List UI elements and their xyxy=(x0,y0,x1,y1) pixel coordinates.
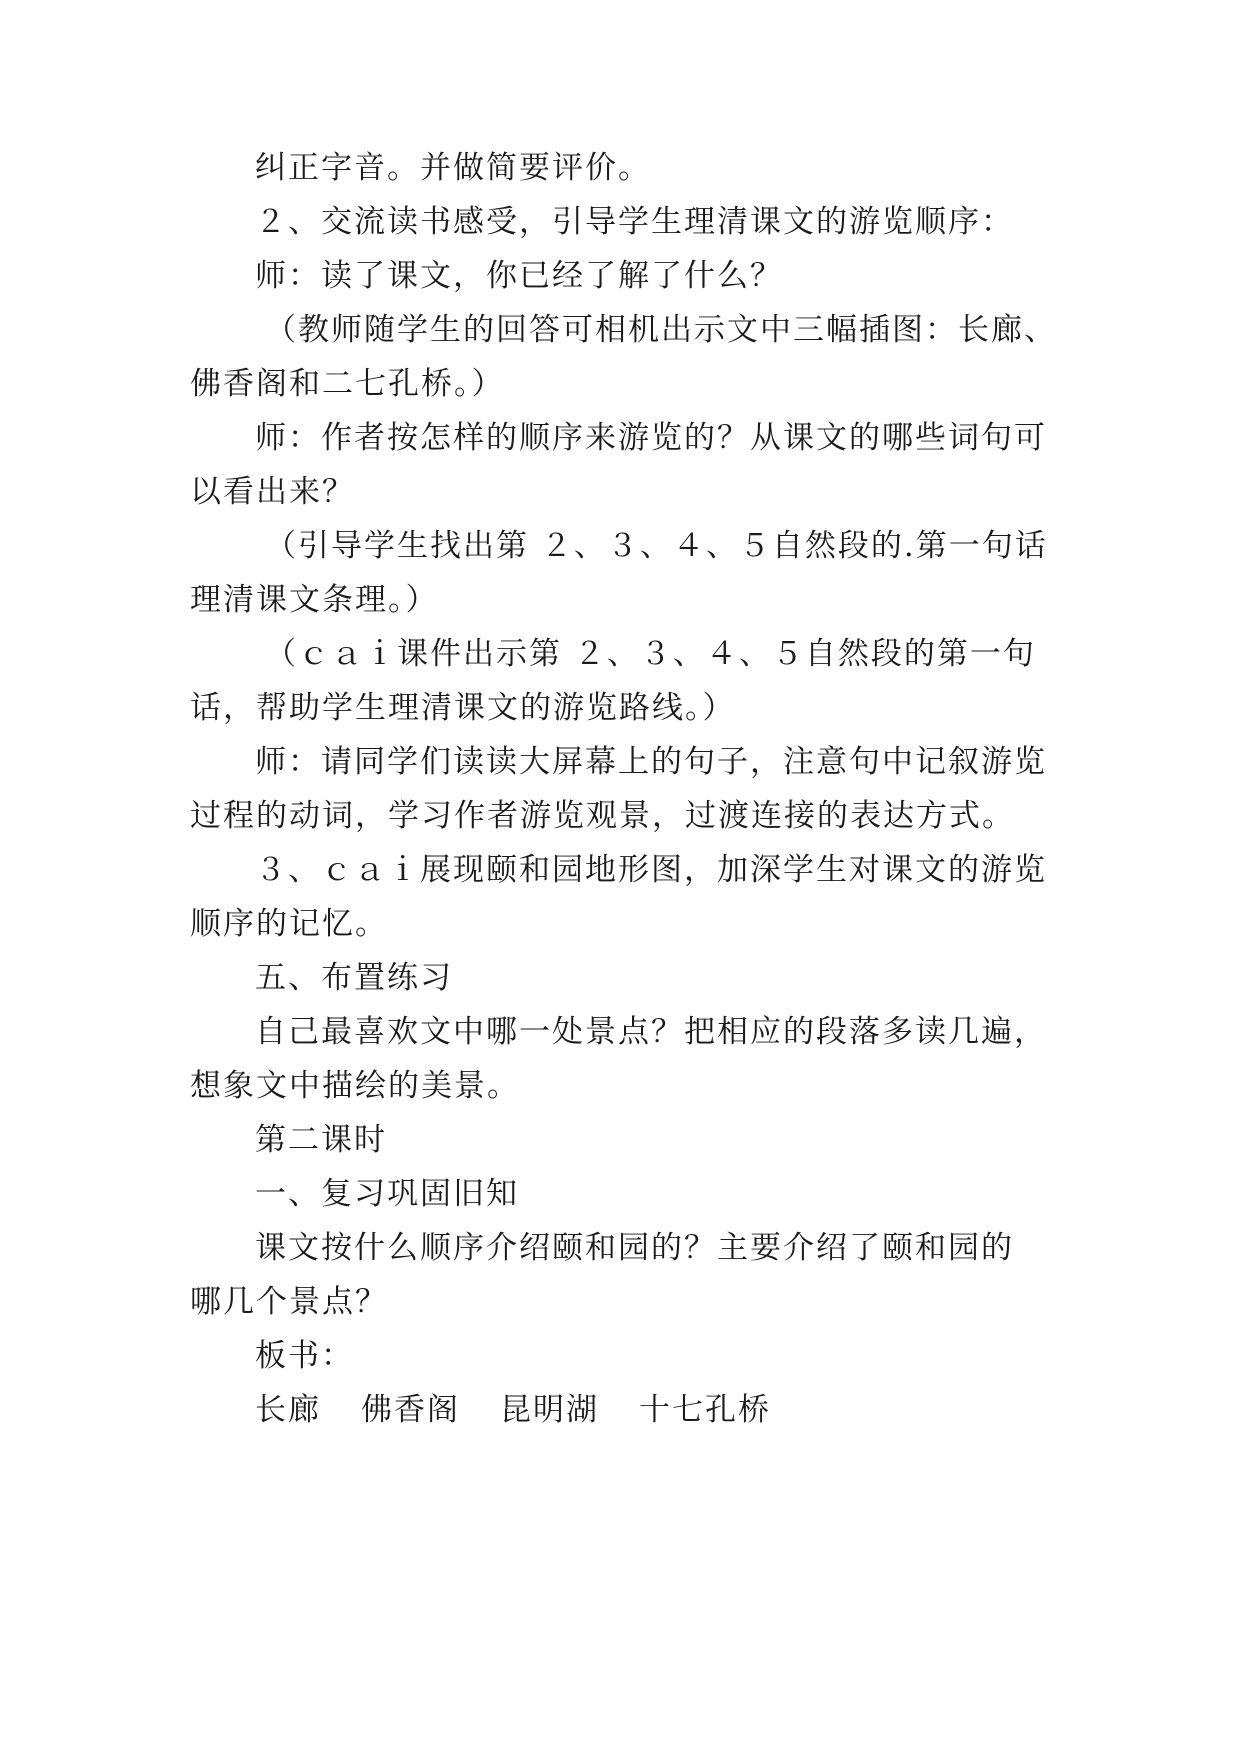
text-line: 哪几个景点？ xyxy=(190,1284,388,1320)
text-line: （引导学生找出第 ２、３、４、５自然段的.第一句话 xyxy=(265,528,1048,564)
text-line: 师：读了课文，你已经了解了什么？ xyxy=(255,258,783,294)
board-items xyxy=(255,1390,811,1430)
text-line: 顺序的记忆。 xyxy=(190,906,388,942)
text-line: 过程的动词，学习作者游览观景，过渡连接的表达方式。 xyxy=(190,798,1015,834)
board-label: 板书： xyxy=(255,1338,354,1374)
text-line: ３、ｃａｉ展现颐和园地形图，加深学生对课文的游览 xyxy=(255,852,1047,888)
text-line: 理清课文条理。） xyxy=(190,582,439,618)
board-item: 长廊 xyxy=(255,1392,321,1428)
text-line: ２、交流读书感受，引导学生理清课文的游览顺序： xyxy=(255,204,1014,240)
text-line: 课文按什么顺序介绍颐和园的？主要介绍了颐和园的 xyxy=(255,1230,1014,1266)
text-line: 想象文中描绘的美景。 xyxy=(190,1068,520,1104)
text-line: 自己最喜欢文中哪一处景点？把相应的段落多读几遍， xyxy=(255,1014,1047,1050)
text-line: 以看出来？ xyxy=(190,474,355,510)
text-line: 话，帮助学生理清课文的游览路线。） xyxy=(190,690,736,726)
section-heading: 第二课时 xyxy=(255,1122,387,1158)
board-item: 十七孔桥 xyxy=(639,1392,771,1428)
text-line: 佛香阁和二七孔桥。） xyxy=(190,366,505,402)
text-line: 纠正字音。并做简要评价。 xyxy=(255,150,651,186)
text-line: 师：请同学们读读大屏幕上的句子，注意句中记叙游览 xyxy=(255,744,1047,780)
text-line: （教师随学生的回答可相机出示文中三幅插图：长廊、 xyxy=(265,312,1057,348)
text-line: 师：作者按怎样的顺序来游览的？从课文的哪些词句可 xyxy=(255,420,1047,456)
board-item: 佛香阁 xyxy=(361,1392,460,1428)
board-item: 昆明湖 xyxy=(500,1392,599,1428)
section-heading: 一、复习巩固旧知 xyxy=(255,1176,519,1212)
section-heading: 五、布置练习 xyxy=(255,960,453,996)
text-line: （ｃａｉ课件出示第 ２、３、４、５自然段的第一句 xyxy=(265,636,1036,672)
